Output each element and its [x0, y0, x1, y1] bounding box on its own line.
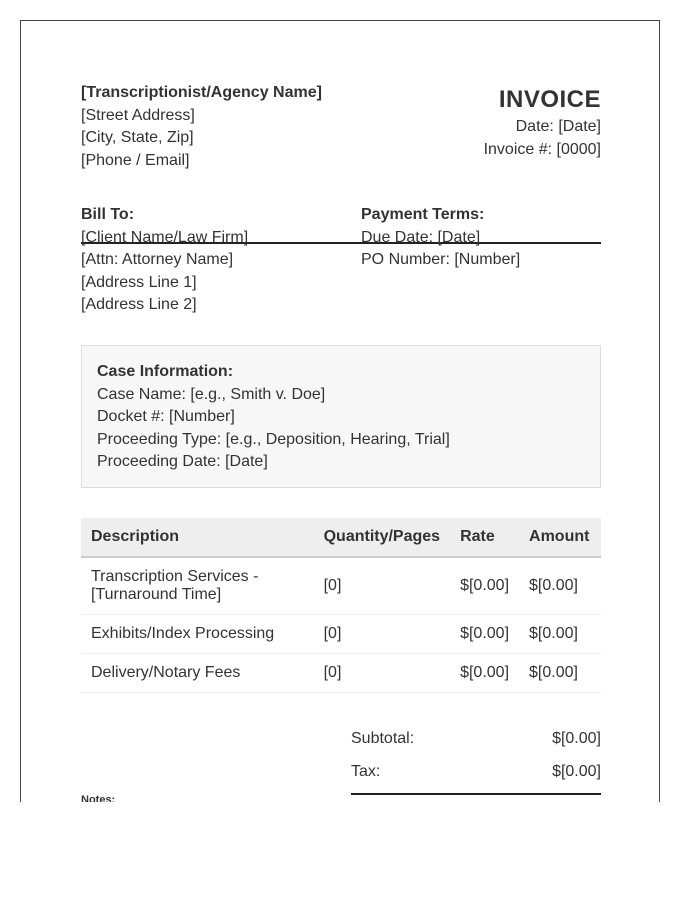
- subtotal-row: [351, 728, 601, 761]
- sender-city: [City, State, Zip]: [81, 129, 194, 146]
- bill-to-line: [Address Line 1]: [81, 273, 197, 291]
- case-information-box: [81, 345, 601, 488]
- case-info-line: Proceeding Type: [e.g., Deposition, Hearing, Trial]: [97, 430, 450, 448]
- table-row: [81, 557, 601, 615]
- sender-name: [Transcriptionist/Agency Name]: [81, 84, 322, 101]
- column-header-description: Description: [81, 518, 314, 557]
- column-header-rate: Rate: [450, 518, 519, 557]
- item-quantity: [0]: [314, 615, 450, 654]
- payment-terms-block: [361, 204, 520, 272]
- invoice-page: [20, 20, 660, 802]
- sender-contact: [Phone / Email]: [81, 151, 190, 169]
- column-header-quantity: Quantity/Pages: [314, 518, 450, 557]
- case-info-line: Case Name: [e.g., Smith v. Doe]: [97, 385, 326, 403]
- bill-to-block: [81, 204, 248, 317]
- item-rate: $[0.00]: [450, 557, 519, 615]
- invoice-title: INVOICE: [498, 86, 601, 113]
- item-rate: $[0.00]: [450, 615, 519, 654]
- table-row: [81, 654, 601, 693]
- case-info-line: Docket #: [Number]: [97, 408, 235, 425]
- item-rate: $[0.00]: [450, 654, 519, 693]
- invoice-header: [81, 82, 601, 183]
- line-items-table: [81, 518, 601, 693]
- payment-terms-heading: Payment Terms:: [361, 206, 485, 223]
- po-number: PO Number: [Number]: [361, 251, 521, 268]
- item-quantity: [0]: [314, 557, 450, 615]
- case-info-heading: Case Information:: [97, 363, 234, 380]
- tax-value: $[0.00]: [552, 763, 601, 780]
- invoice-date: Date: [Date]: [515, 118, 601, 135]
- bill-to-line: [Attn: Attorney Name]: [81, 251, 234, 268]
- item-amount: $[0.00]: [519, 557, 601, 615]
- item-quantity: [0]: [314, 654, 450, 693]
- totals-block: [351, 728, 601, 794]
- bill-to-line: [Address Line 2]: [81, 296, 197, 313]
- bill-to-heading: Bill To:: [81, 206, 135, 223]
- invoice-meta: [484, 82, 601, 161]
- item-description: Delivery/Notary Fees: [81, 654, 314, 693]
- item-description: [81, 557, 314, 615]
- table-header-row: [81, 518, 601, 557]
- sender-block: [81, 82, 322, 172]
- tax-row: [351, 761, 601, 794]
- table-row: [81, 615, 601, 654]
- item-amount: $[0.00]: [519, 615, 601, 654]
- due-date: Due Date: [Date]: [361, 228, 481, 246]
- invoice-number: Invoice #: [0000]: [483, 140, 601, 158]
- item-amount: $[0.00]: [519, 654, 601, 693]
- column-header-amount: Amount: [519, 518, 601, 557]
- sender-street: [Street Address]: [81, 106, 195, 124]
- bill-to-line: [Client Name/Law Firm]: [81, 228, 249, 246]
- tax-label: Tax:: [351, 763, 381, 780]
- subtotal-label: Subtotal:: [351, 730, 415, 747]
- case-info-line: Proceeding Date: [Date]: [97, 453, 268, 470]
- notes-label: Notes:: [81, 794, 116, 802]
- item-description-line: Transcription Services -: [91, 568, 259, 585]
- item-description: Exhibits/Index Processing: [81, 615, 314, 654]
- item-description-line: [Turnaround Time]: [91, 586, 222, 603]
- totals-divider: [351, 793, 601, 795]
- subtotal-value: $[0.00]: [552, 730, 601, 747]
